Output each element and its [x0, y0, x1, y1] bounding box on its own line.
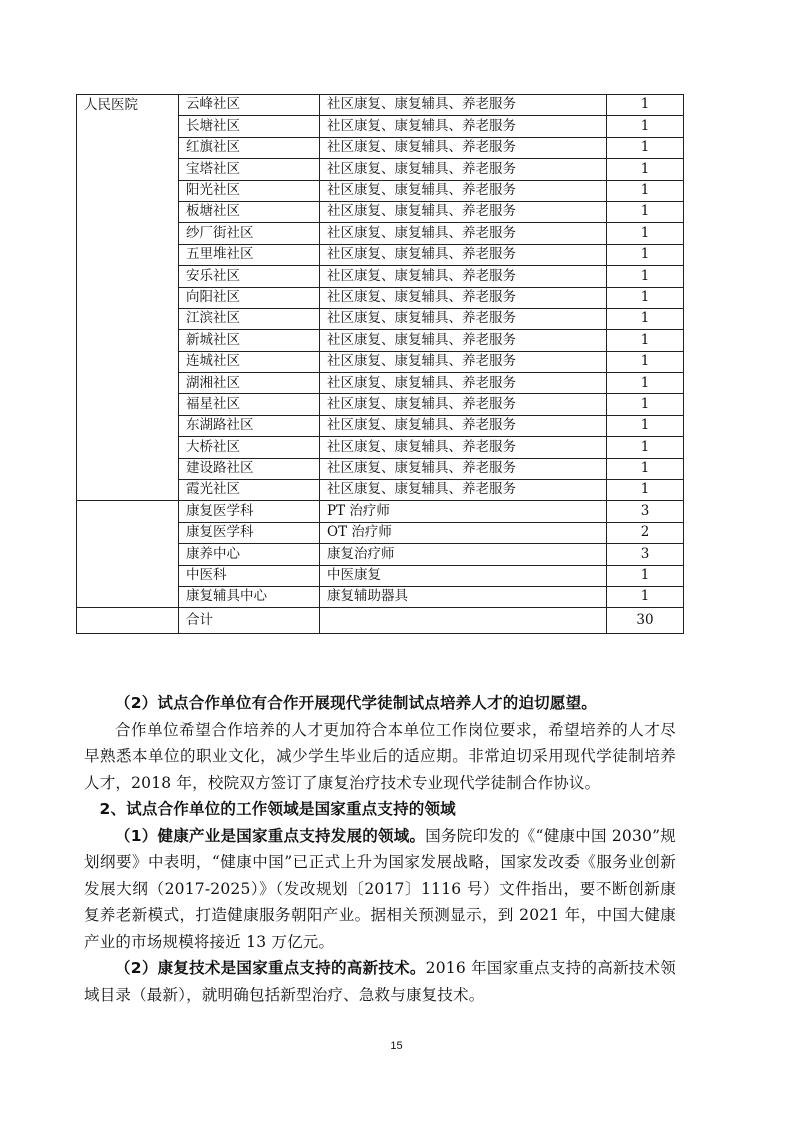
unit-cell: 霞光社区	[179, 480, 320, 501]
field-cell: 社区康复、康复辅具、养老服务	[320, 223, 607, 244]
count-cell: 1	[607, 480, 684, 501]
unit-cell: 新城社区	[179, 330, 320, 351]
unit-cell: 长塘社区	[179, 116, 320, 137]
total-empty-field-cell	[320, 608, 607, 633]
point-1-paragraph	[84, 823, 676, 956]
allocation-table-body	[77, 95, 684, 634]
count-cell: 1	[607, 437, 684, 458]
unit-cell: 中医科	[179, 565, 320, 586]
count-cell: 1	[607, 330, 684, 351]
count-cell: 1	[607, 116, 684, 137]
count-cell: 3	[607, 501, 684, 522]
unit-cell: 江滨社区	[179, 308, 320, 329]
count-cell: 1	[607, 266, 684, 287]
count-cell: 1	[607, 223, 684, 244]
count-cell: 1	[607, 287, 684, 308]
field-cell: 社区康复、康复辅具、养老服务	[320, 308, 607, 329]
field-cell: 康复治疗师	[320, 544, 607, 565]
unit-cell: 连城社区	[179, 351, 320, 372]
count-cell: 1	[607, 586, 684, 607]
subsection-2-heading-text: （2）试点合作单位有合作开展现代学徒制试点培养人才的迫切愿望。	[115, 694, 597, 712]
count-cell: 1	[607, 308, 684, 329]
section-2-heading	[84, 796, 676, 823]
unit-cell: 康复辅具中心	[179, 586, 320, 607]
unit-cell: 康养中心	[179, 544, 320, 565]
field-cell: 社区康复、康复辅具、养老服务	[320, 351, 607, 372]
institution-cell: 人民医院	[77, 95, 179, 501]
unit-cell: 五里堆社区	[179, 244, 320, 265]
subsection-2-paragraph: 合作单位希望合作培养的人才更加符合本单位工作岗位要求，希望培养的人才尽早熟悉本单位的职业文化，减少学生毕业后的适应期。非常迫切采用现代学徒制培养人才，2018 年，校院双方签订了康复治疗技术专业现代学徒制合作协议。	[84, 720, 676, 792]
field-cell: 社区康复、康复辅具、养老服务	[320, 415, 607, 436]
point-1-body: 国务院印发的《“健康中国 2030”规划纲要》中表明，“健康中国”已正式上升为国家发展战略，国家发改委《服务业创新发展大纲（2017-2025）》（发改规划〔2017〕1116 号）文件指出，要不断创新康复养老新模式，打造健康服务朝阳产业。据相关预测显示，到 2021 年，中国大健康产业的市场规模将接近 13 万亿元。	[84, 826, 676, 951]
count-cell: 1	[607, 415, 684, 436]
count-cell: 1	[607, 244, 684, 265]
unit-cell: 湖湘社区	[179, 373, 320, 394]
count-cell: 1	[607, 137, 684, 158]
field-cell: 社区康复、康复辅具、养老服务	[320, 244, 607, 265]
field-cell: 社区康复、康复辅具、养老服务	[320, 437, 607, 458]
count-cell: 1	[607, 373, 684, 394]
total-value-cell: 30	[607, 608, 684, 633]
count-cell: 1	[607, 565, 684, 586]
field-cell: 社区康复、康复辅具、养老服务	[320, 266, 607, 287]
page-number: 15	[390, 1040, 403, 1052]
field-cell: 社区康复、康复辅具、养老服务	[320, 95, 607, 116]
point-2-heading: （2）康复技术是国家重点支持的高新技术。	[115, 959, 426, 977]
body-text	[84, 690, 676, 1008]
field-cell: 社区康复、康复辅具、养老服务	[320, 180, 607, 201]
field-cell: 社区康复、康复辅具、养老服务	[320, 373, 607, 394]
field-cell: OT 治疗师	[320, 522, 607, 543]
total-row	[77, 608, 684, 633]
count-cell: 1	[607, 95, 684, 116]
total-label-cell: 合计	[179, 608, 320, 633]
unit-cell: 安乐社区	[179, 266, 320, 287]
field-cell: 社区康复、康复辅具、养老服务	[320, 137, 607, 158]
subsection-2-heading	[84, 690, 676, 717]
field-cell: PT 治疗师	[320, 501, 607, 522]
count-cell: 1	[607, 394, 684, 415]
count-cell: 1	[607, 159, 684, 180]
unit-cell: 福星社区	[179, 394, 320, 415]
section-2-heading-text: 2、试点合作单位的工作领域是国家重点支持的领域	[99, 800, 456, 818]
unit-cell: 康复医学科	[179, 522, 320, 543]
count-cell: 1	[607, 458, 684, 479]
field-cell: 中医康复	[320, 565, 607, 586]
unit-cell: 纱厂街社区	[179, 223, 320, 244]
field-cell: 社区康复、康复辅具、养老服务	[320, 480, 607, 501]
point-2-paragraph	[84, 955, 676, 1008]
field-cell: 社区康复、康复辅具、养老服务	[320, 394, 607, 415]
count-cell: 1	[607, 201, 684, 222]
unit-cell: 阳光社区	[179, 180, 320, 201]
unit-cell: 建设路社区	[179, 458, 320, 479]
table-row	[77, 501, 684, 522]
unit-cell: 板塘社区	[179, 201, 320, 222]
unit-cell: 大桥社区	[179, 437, 320, 458]
field-cell: 康复辅助器具	[320, 586, 607, 607]
field-cell: 社区康复、康复辅具、养老服务	[320, 201, 607, 222]
unit-cell: 东湖路社区	[179, 415, 320, 436]
total-empty-cell	[77, 608, 179, 633]
unit-cell: 向阳社区	[179, 287, 320, 308]
unit-cell: 宝塔社区	[179, 159, 320, 180]
field-cell: 社区康复、康复辅具、养老服务	[320, 159, 607, 180]
count-cell: 3	[607, 544, 684, 565]
field-cell: 社区康复、康复辅具、养老服务	[320, 116, 607, 137]
count-cell: 1	[607, 180, 684, 201]
unit-cell: 云峰社区	[179, 95, 320, 116]
unit-cell: 康复医学科	[179, 501, 320, 522]
count-cell: 1	[607, 351, 684, 372]
field-cell: 社区康复、康复辅具、养老服务	[320, 458, 607, 479]
point-2-body: 2016 年国家重点支持的高新技术领域目录（最新），就明确包括新型治疗、急救与康复技术。	[84, 959, 676, 1004]
institution-cell-empty	[77, 501, 179, 608]
unit-cell: 红旗社区	[179, 137, 320, 158]
field-cell: 社区康复、康复辅具、养老服务	[320, 287, 607, 308]
count-cell: 2	[607, 522, 684, 543]
field-cell: 社区康复、康复辅具、养老服务	[320, 330, 607, 351]
point-1-heading: （1）健康产业是国家重点支持发展的领域。	[115, 826, 426, 845]
table-row	[77, 95, 684, 116]
allocation-table	[76, 94, 684, 634]
